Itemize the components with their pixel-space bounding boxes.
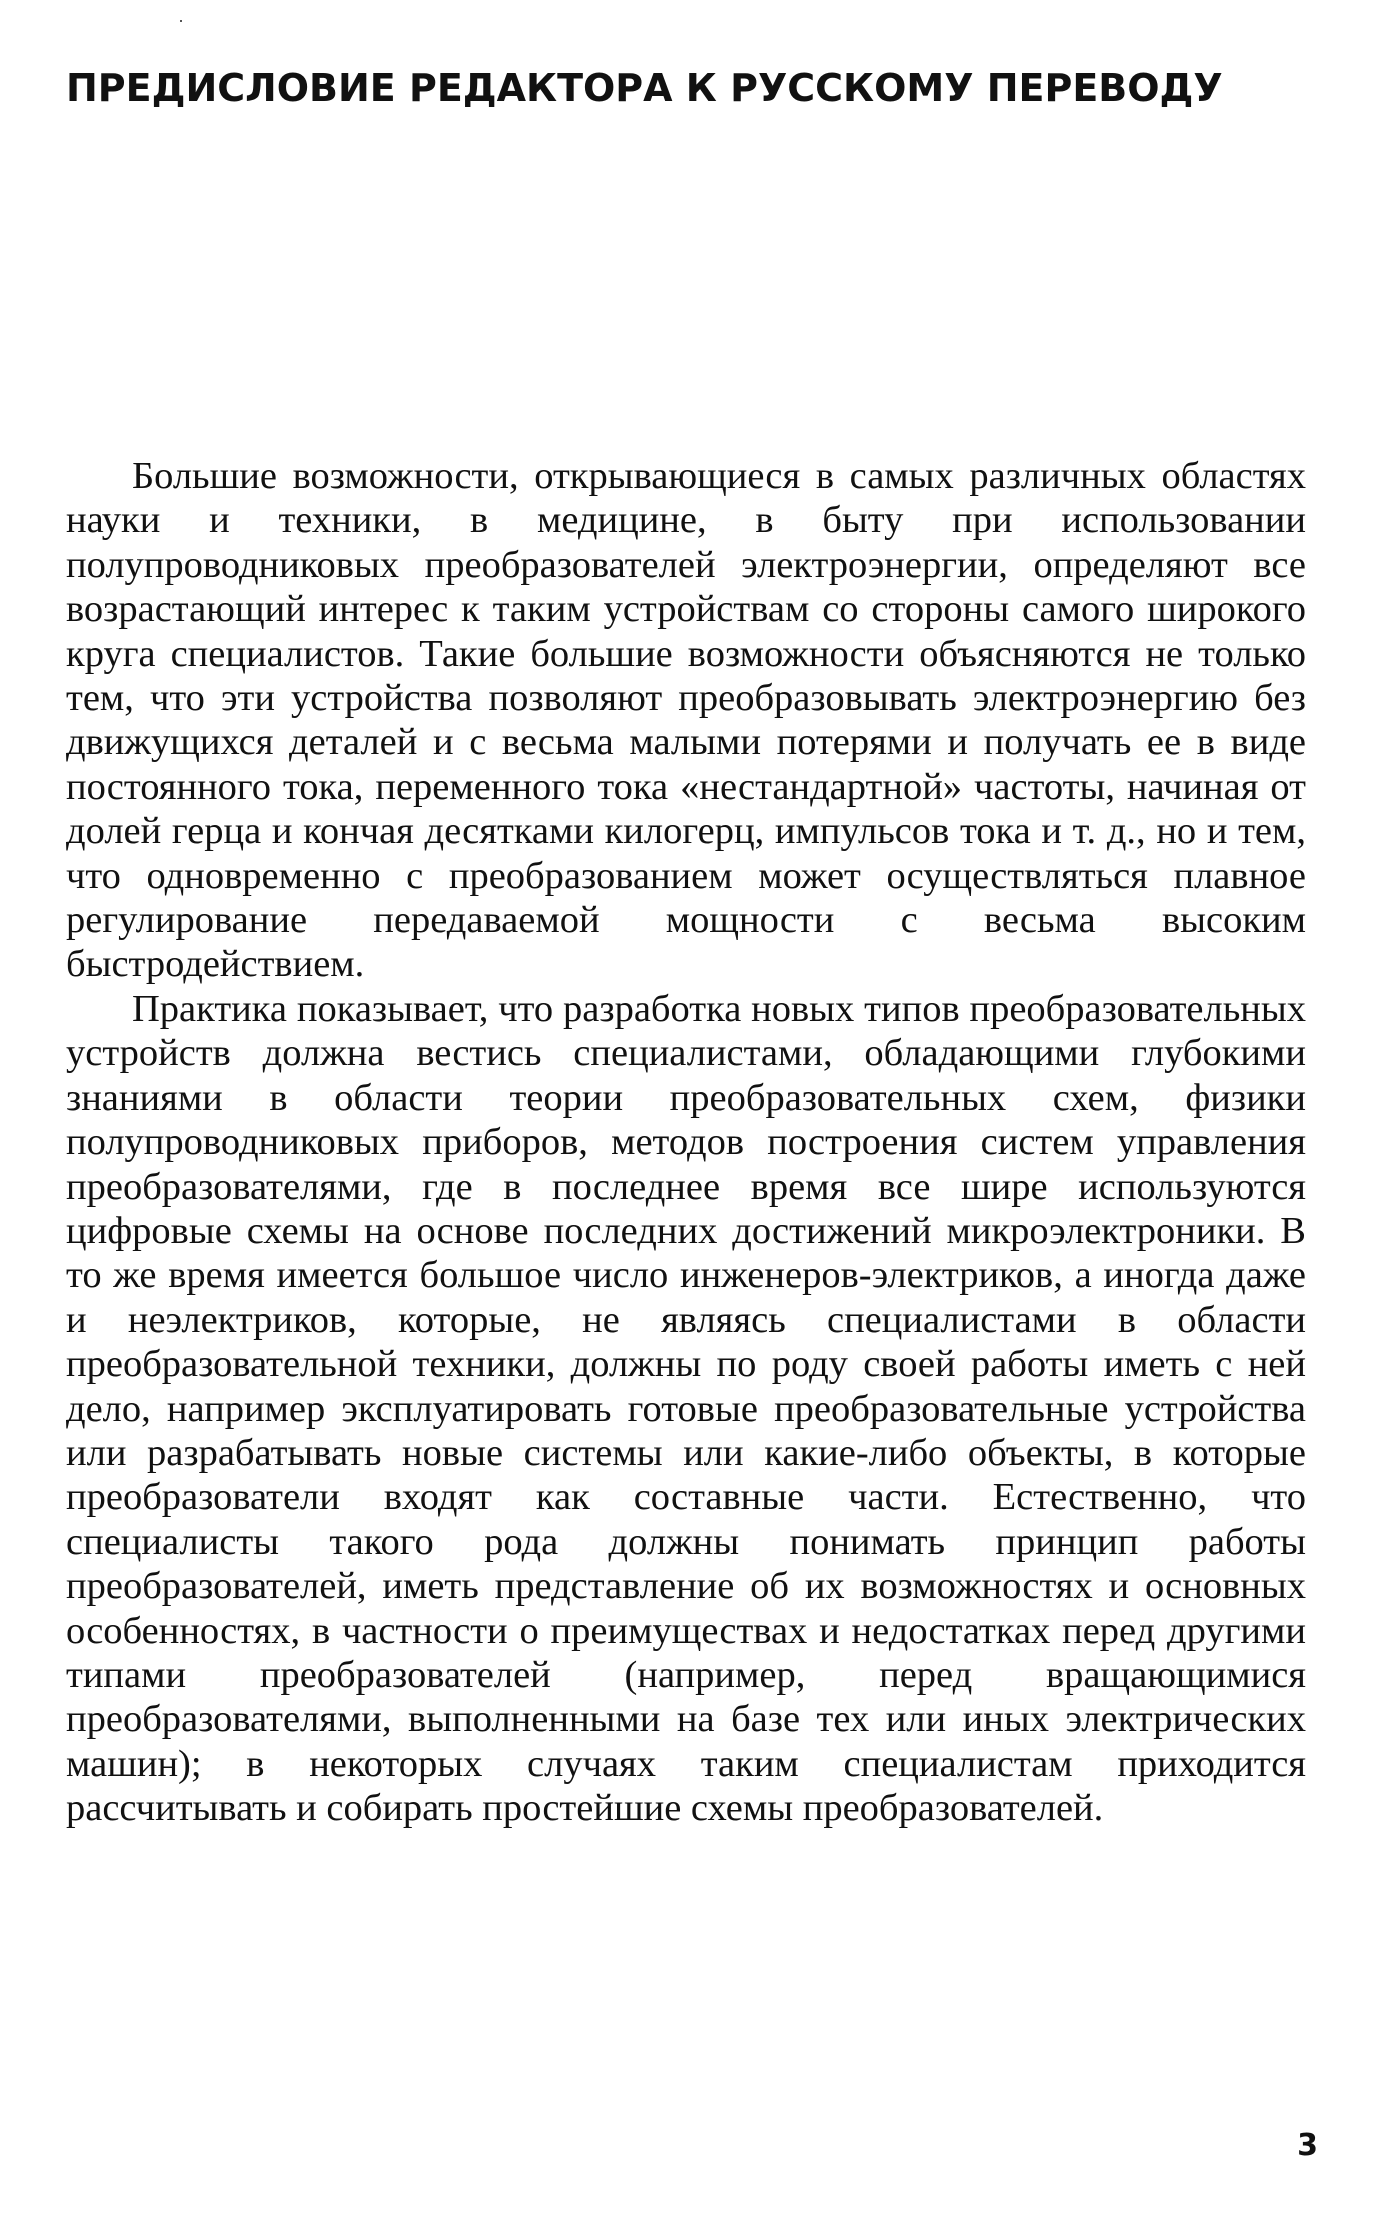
paragraph-2: Практика показывает, что разработка новых типов преобразовательных устройств должна вестись специалистами, обладающими глубокими знаниями в области теории преобразовательных схем, физики полупроводниковых приборов, методов построения систем управления преобразователями, где в последнее время все шире используются цифровые схемы на основе последних достижений микроэлектроники. В то же время имеется большое число инженеров-электриков, а иногда даже и неэлектриков, которые, не являясь специалистами в области преобразовательной техники, должны по роду своей работы иметь с ней дело, например эксплуатировать готовые преобразовательные устройства или разрабатывать новые системы или какие-либо объекты, в которые преобразователи входят как составные части. Естественно, что специалисты такого рода должны понимать принцип работы преобразователей, иметь представление об их возможностях и основных особенностях, в частности о преимуществах и недостатках перед другими типами преобразователей (например, перед вращающимися преобразователями, выполненными на базе тех или иных электрических машин); в некоторых случаях таким специалистам приходится рассчитывать и собирать простейшие схемы преобразователей.	[66, 987, 1306, 1830]
page-title: ПРЕДИСЛОВИЕ РЕДАКТОРА К РУССКОМУ ПЕРЕВОДУ	[66, 66, 1223, 110]
page-number: 3	[1297, 2128, 1318, 2163]
body-text	[66, 454, 1306, 1831]
paragraph-1: Большие возможности, открывающиеся в самых различных областях науки и техники, в медицине, в быту при использовании полупроводниковых преобразователей электроэнергии, определяют все возрастающий интерес к таким устройствам со стороны самого широкого круга специалистов. Такие большие возможности объясняются не только тем, что эти устройства позволяют преобразовывать электроэнергию без движущихся деталей и с весьма малыми потерями и получать ее в виде постоянного тока, переменного тока «нестандартной» частоты, начиная от долей герца и кончая десятками килогерц, импульсов тока и т. д., но и тем, что одновременно с преобразованием может осуществляться плавное регулирование передаваемой мощности с весьма высоким быстродействием.	[66, 455, 1306, 986]
scan-speck	[180, 20, 182, 22]
